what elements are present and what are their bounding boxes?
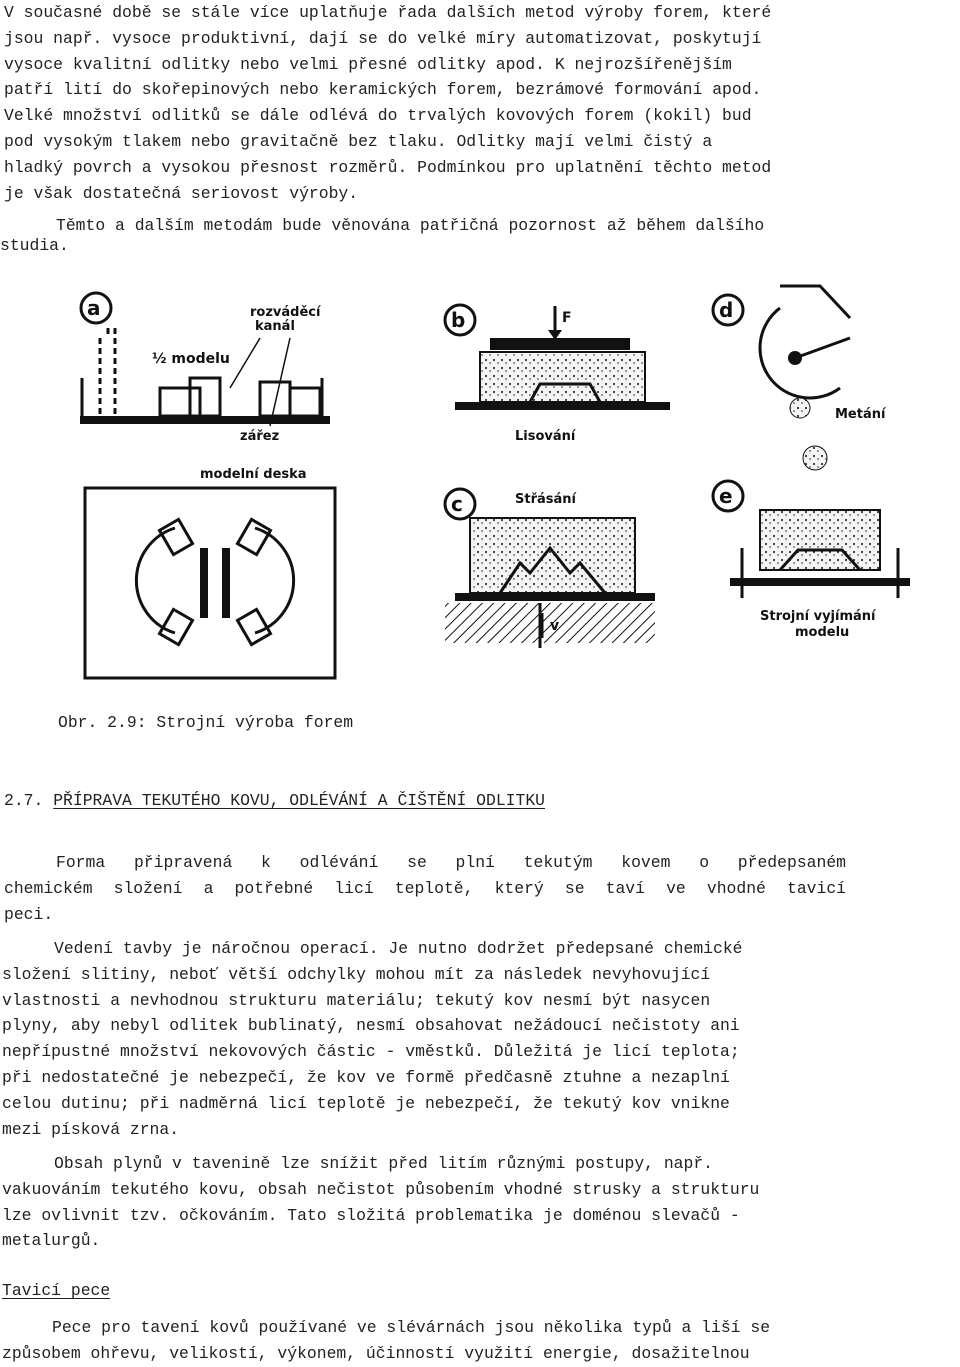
section-heading <box>4 788 884 814</box>
text-line: Těmto a dalším metodám bude věnována patřičná pozornost až během dalšího <box>56 216 765 235</box>
text-line: V současné době se stále více uplatňuje řada dalších metod výroby forem, které <box>4 3 772 22</box>
text-line: celou dutinu; při nadměrná licí teplotě je nebezpečí, že tekutý kov vnikne <box>2 1093 730 1113</box>
sand-filling <box>470 518 635 593</box>
label-kanal: kanál <box>255 319 295 334</box>
text-line: Forma připravená k odlévání se plní tekutým kovem o předepsaném <box>56 853 846 872</box>
leader-line <box>230 338 260 388</box>
subsection-heading <box>2 1278 882 1304</box>
label-strasani: Střásání <box>515 492 576 507</box>
gate-block <box>237 519 270 554</box>
label-c: c <box>451 492 463 516</box>
label-d: d <box>719 298 734 322</box>
panel-c-jolting <box>445 489 655 648</box>
dashed-frame <box>100 328 115 418</box>
figure-drawing <box>60 278 930 698</box>
paragraph-obsah-plynu <box>2 1151 882 1254</box>
text-line: peci. <box>4 904 54 924</box>
half-model-block <box>260 382 290 416</box>
label-rozvadeci: rozváděcí <box>250 305 321 320</box>
gate-block <box>159 609 192 644</box>
text-line: metalurgů. <box>2 1231 101 1251</box>
text-line: nepřípustné množství nekovových částic - vměstků. Důležitá je licí teplota; <box>2 1042 740 1062</box>
text-line: složení slitiny, neboť větší odchylky mohou mít za následek nevyhovující <box>2 964 711 984</box>
text-line: Velké množství odlitků se dále odlévá do trvalých kovových forem (kokil) bud <box>4 106 752 126</box>
label-a: a <box>87 296 101 320</box>
jolt-table <box>455 593 655 601</box>
base-plate <box>455 402 670 410</box>
label-force: F <box>562 310 572 326</box>
label-e: e <box>719 484 733 508</box>
runner <box>222 548 230 618</box>
paragraph-further-study <box>0 213 880 259</box>
text-line: vakuováním tekutého kovu, obsah nečistot působením vhodné strusky a strukturu <box>2 1179 760 1199</box>
label-velocity: v <box>550 618 560 634</box>
panel-e-pattern-drawing <box>713 481 910 640</box>
label-strojni: Strojní vyjímání <box>760 609 876 624</box>
sand-chute <box>780 286 850 318</box>
section-title: PŘÍPRAVA TEKUTÉHO KOVU, ODLÉVÁNÍ A ČIŠTĚNÍ ODLITKU <box>53 791 546 810</box>
text-line: plyny, aby nebyl odlitek bublinatý, nesmí obsahovat nežádoucí nečistoty ani <box>2 1016 740 1036</box>
text-line: při nedostatečné je nebezpečí, že kov ve formě předčasně ztuhne a nezaplní <box>2 1067 730 1087</box>
half-model-block <box>190 378 220 416</box>
label-lisovani: Lisování <box>515 429 576 444</box>
label-metani: Metání <box>835 407 886 422</box>
sand-filling <box>480 352 645 402</box>
gate-block <box>237 609 270 644</box>
text-line: studia. <box>0 235 69 255</box>
pattern-plate <box>730 578 910 586</box>
text-line: mezi písková zrna. <box>2 1119 180 1139</box>
panel-d-throwing <box>713 286 887 470</box>
paragraph-pece <box>2 1315 882 1367</box>
impeller-blade <box>795 338 850 358</box>
text-line: Obsah plynů v tavenině lze snížit před litím různými postupy, např. <box>54 1154 714 1173</box>
text-line: je však dostatečná seriovost výroby. <box>4 183 359 203</box>
section-number: 2.7. <box>4 791 44 810</box>
text-line: Pece pro tavení kovů používané ve slévárnách jsou několika typů a liší se <box>52 1318 771 1337</box>
text-line: vysoce kvalitní odlitky nebo velmi přesné odlitky apod. K nejrozšířenějším <box>4 54 732 74</box>
text-line: lze ovlivnit tzv. očkováním. Tato složitá problematika je doménou slevačů - <box>2 1205 740 1225</box>
figure-caption: Obr. 2.9: Strojní výroba forem <box>58 713 354 732</box>
label-zarez: zářez <box>240 429 280 444</box>
half-model-block <box>160 388 200 416</box>
label-half-model: ½ modelu <box>152 351 230 367</box>
text-line: patří lití do skořepinových nebo keramických forem, bezrámové formování apod. <box>4 80 762 100</box>
text-line: chemickém složení a potřebné licí teplotě, který se taví ve vhodné tavicí <box>4 878 846 898</box>
gate-block <box>159 519 192 554</box>
impeller-housing <box>760 308 840 398</box>
text-line: způsobem ohřevu, velikostí, výkonem, účinností využití energie, dosažitelnou <box>2 1343 750 1363</box>
text-line: Vedení tavby je náročnou operací. Je nutno dodržet předepsané chemické <box>54 939 743 958</box>
paragraph-forma <box>4 850 884 927</box>
press-plate <box>490 338 630 350</box>
pattern-plate-top-view <box>85 488 335 678</box>
text-line: pod vysokým tlakem nebo gravitačně bez tlaku. Odlitky mají velmi čistý a <box>4 131 713 151</box>
text-line: jsou např. vysoce produktivní, dají se do velké míry automatizovat, poskytují <box>4 28 762 48</box>
label-modelu: modelu <box>795 625 850 640</box>
label-b: b <box>451 308 466 332</box>
subsection-title: Tavicí pece <box>2 1281 111 1300</box>
text-line: hladký povrch a vysokou přesnost rozměrů. Podmínkou pro uplatnění těchto metod <box>4 157 772 177</box>
paragraph-vedeni-tavby <box>2 936 882 1142</box>
text-line: vlastnosti a nevhodnou strukturu materiálu; tekutý kov nesmí být nasycen <box>2 990 711 1010</box>
figure-machine-molding <box>60 278 930 698</box>
runner <box>200 548 208 618</box>
label-modelni-deska: modelní deska <box>200 467 307 482</box>
half-model-block <box>290 388 320 416</box>
sand-lump <box>803 446 827 470</box>
panel-a-pattern-plate <box>80 293 335 678</box>
paragraph-intro <box>4 0 884 206</box>
panel-b-pressing <box>445 305 670 444</box>
sand-lump <box>790 398 810 418</box>
mold-flask <box>760 510 880 570</box>
